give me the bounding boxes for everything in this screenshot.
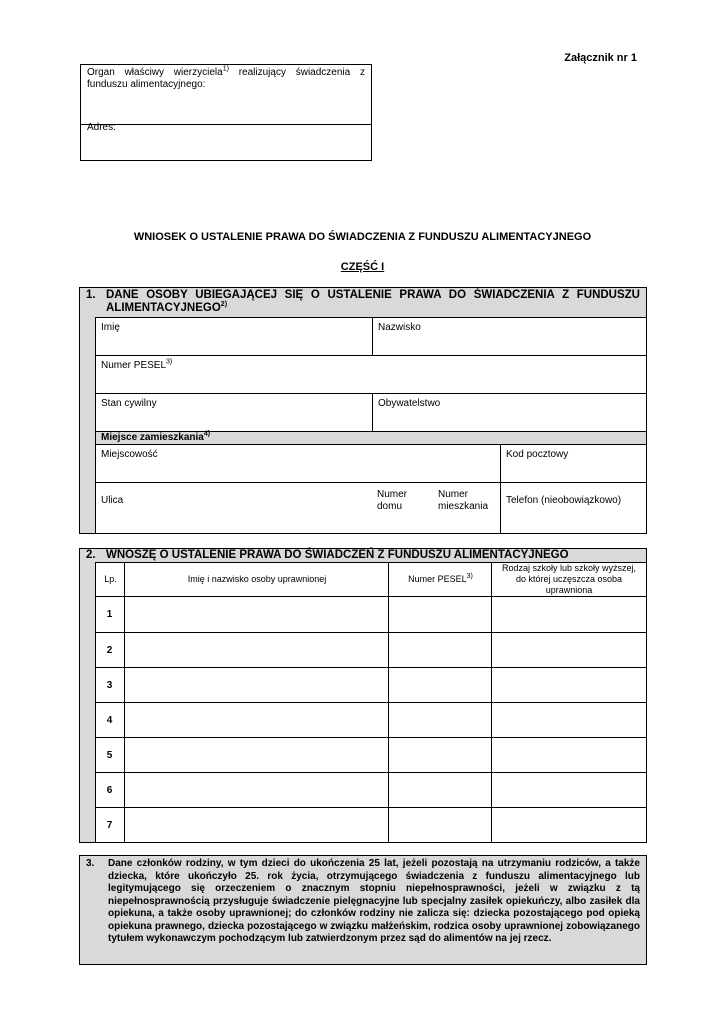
pesel-field[interactable] [96, 355, 646, 393]
organ-label: Organ właściwy wierzyciela [87, 67, 223, 78]
street-field[interactable] [96, 482, 372, 533]
address-field[interactable] [81, 120, 371, 160]
section-2-number: 2. [86, 549, 96, 561]
part-title: CZĘŚĆ I [340, 261, 385, 273]
pesel-footnote: 3) [166, 358, 173, 366]
table-row-number: 5 [106, 749, 113, 761]
flat-number-label-2: mieszkania [438, 501, 489, 512]
section-2-header [80, 549, 646, 562]
table-row-number: 4 [106, 714, 113, 726]
section-3-number: 3. [86, 858, 95, 869]
section-3-text: Dane członków rodziny, w tym dzieci do ukończenia 25 lat, jeżeli pozostają na utrzymaniu rodziców, a także dziecka, które ukończyło 25. rok życia, otrzymującego świadczenia z funduszu alimentacyjnego lub legitymującego się orzeczeniem o znacznym stopniu niepełnosprawności, jeżeli w związku z tą niepełnosprawnością przysługuje świadczenie pielęgnacyjne lub specjalny zasiłek opiekuńczy, albo zasiłek dla opiekuna, a także osoby uprawnionej; do członków rodziny nie zalicza się: dziecka pozostającego pod opieką opiekuna prawnego, dziecka pozostającego w związku małżeńskim, rodzica osoby uprawnionej zobowiązanego tytułem wykonawczym pochodzącym lub zatwierdzonym przez sąd do alimentów na jej rzecz. [108, 858, 640, 944]
section-1 [79, 287, 647, 534]
table-row-number: 6 [106, 784, 113, 796]
last-name-label: Nazwisko [378, 322, 421, 333]
document-title: WNIOSEK O USTALENIE PRAWA DO ŚWIADCZENIA Z FUNDUSZU ALIMENTACYJNEGO [133, 231, 592, 243]
pesel-label: Numer PESEL [101, 360, 167, 371]
first-name-label: Imię [101, 322, 120, 333]
marital-status-label: Stan cywilny [101, 398, 157, 409]
house-number-label-2: domu [377, 501, 403, 512]
section-1-margin [80, 317, 96, 533]
phone-label: Telefon (nieobowiązkowo) [506, 495, 622, 506]
organ-box [80, 64, 372, 161]
citizenship-label: Obywatelstwo [378, 398, 441, 409]
table-row-number: 1 [106, 609, 113, 620]
section-1-title: DANE OSOBY UBIEGAJĄCEJ SIĘ O USTALENIE PRAWA DO ŚWIADCZENIA Z FUNDUSZU ALIMENTACYJNEGO [106, 289, 640, 314]
organ-footnote: 1) [222, 65, 229, 73]
section-2-margin [80, 562, 96, 842]
section-2-title: WNOSZĘ O USTALENIE PRAWA DO ŚWIADCZEŃ Z FUNDUSZU ALIMENTACYJNEGO [106, 549, 569, 561]
marital-status-field[interactable] [96, 393, 372, 431]
street-label: Ulica [101, 495, 124, 506]
section-1-number: 1. [86, 289, 96, 301]
section-1-footnote: 2) [220, 301, 228, 309]
residence-label: Miejsce zamieszkania [101, 432, 204, 443]
section-3 [79, 855, 647, 965]
town-label: Miejscowość [101, 449, 158, 460]
organ-field[interactable] [81, 65, 371, 125]
house-number-field[interactable] [372, 482, 433, 533]
residence-footnote: 4) [203, 430, 211, 438]
col-school-label: Rodzaj szkoły lub szkoły wyższej, do której uczęszcza osoba uprawniona [501, 562, 637, 595]
address-label: Adres: [87, 122, 116, 133]
residence-header [96, 431, 646, 444]
first-name-field[interactable] [96, 317, 372, 355]
house-number-label-1: Numer [377, 489, 408, 500]
table-row-number: 3 [106, 679, 113, 691]
postal-code-label: Kod pocztowy [506, 449, 569, 460]
last-name-field[interactable] [372, 317, 646, 355]
town-field[interactable] [96, 444, 500, 482]
col-pesel-footnote: 3) [466, 572, 473, 580]
citizenship-field[interactable] [372, 393, 646, 431]
col-pesel-header [389, 562, 492, 596]
col-pesel-label: Numer PESEL [408, 573, 467, 584]
col-lp-label: Lp. [104, 573, 117, 584]
section-1-header [80, 288, 646, 317]
attachment-label: Załącznik nr 1 [564, 52, 637, 64]
table-row-number: 7 [106, 819, 113, 831]
flat-number-field[interactable] [433, 482, 500, 533]
col-school-header [492, 562, 646, 596]
postal-code-field[interactable] [500, 444, 646, 482]
organ-label-rest: realizujący świadczenia z funduszu alimentacyjnego: [87, 67, 365, 90]
table-row-number: 2 [106, 644, 113, 656]
col-name-header [125, 562, 389, 596]
col-lp-header [96, 562, 125, 596]
section-2 [79, 548, 647, 843]
phone-field[interactable] [500, 482, 646, 533]
flat-number-label-1: Numer [438, 489, 469, 500]
col-name-label: Imię i nazwisko osoby uprawnionej [187, 573, 327, 584]
